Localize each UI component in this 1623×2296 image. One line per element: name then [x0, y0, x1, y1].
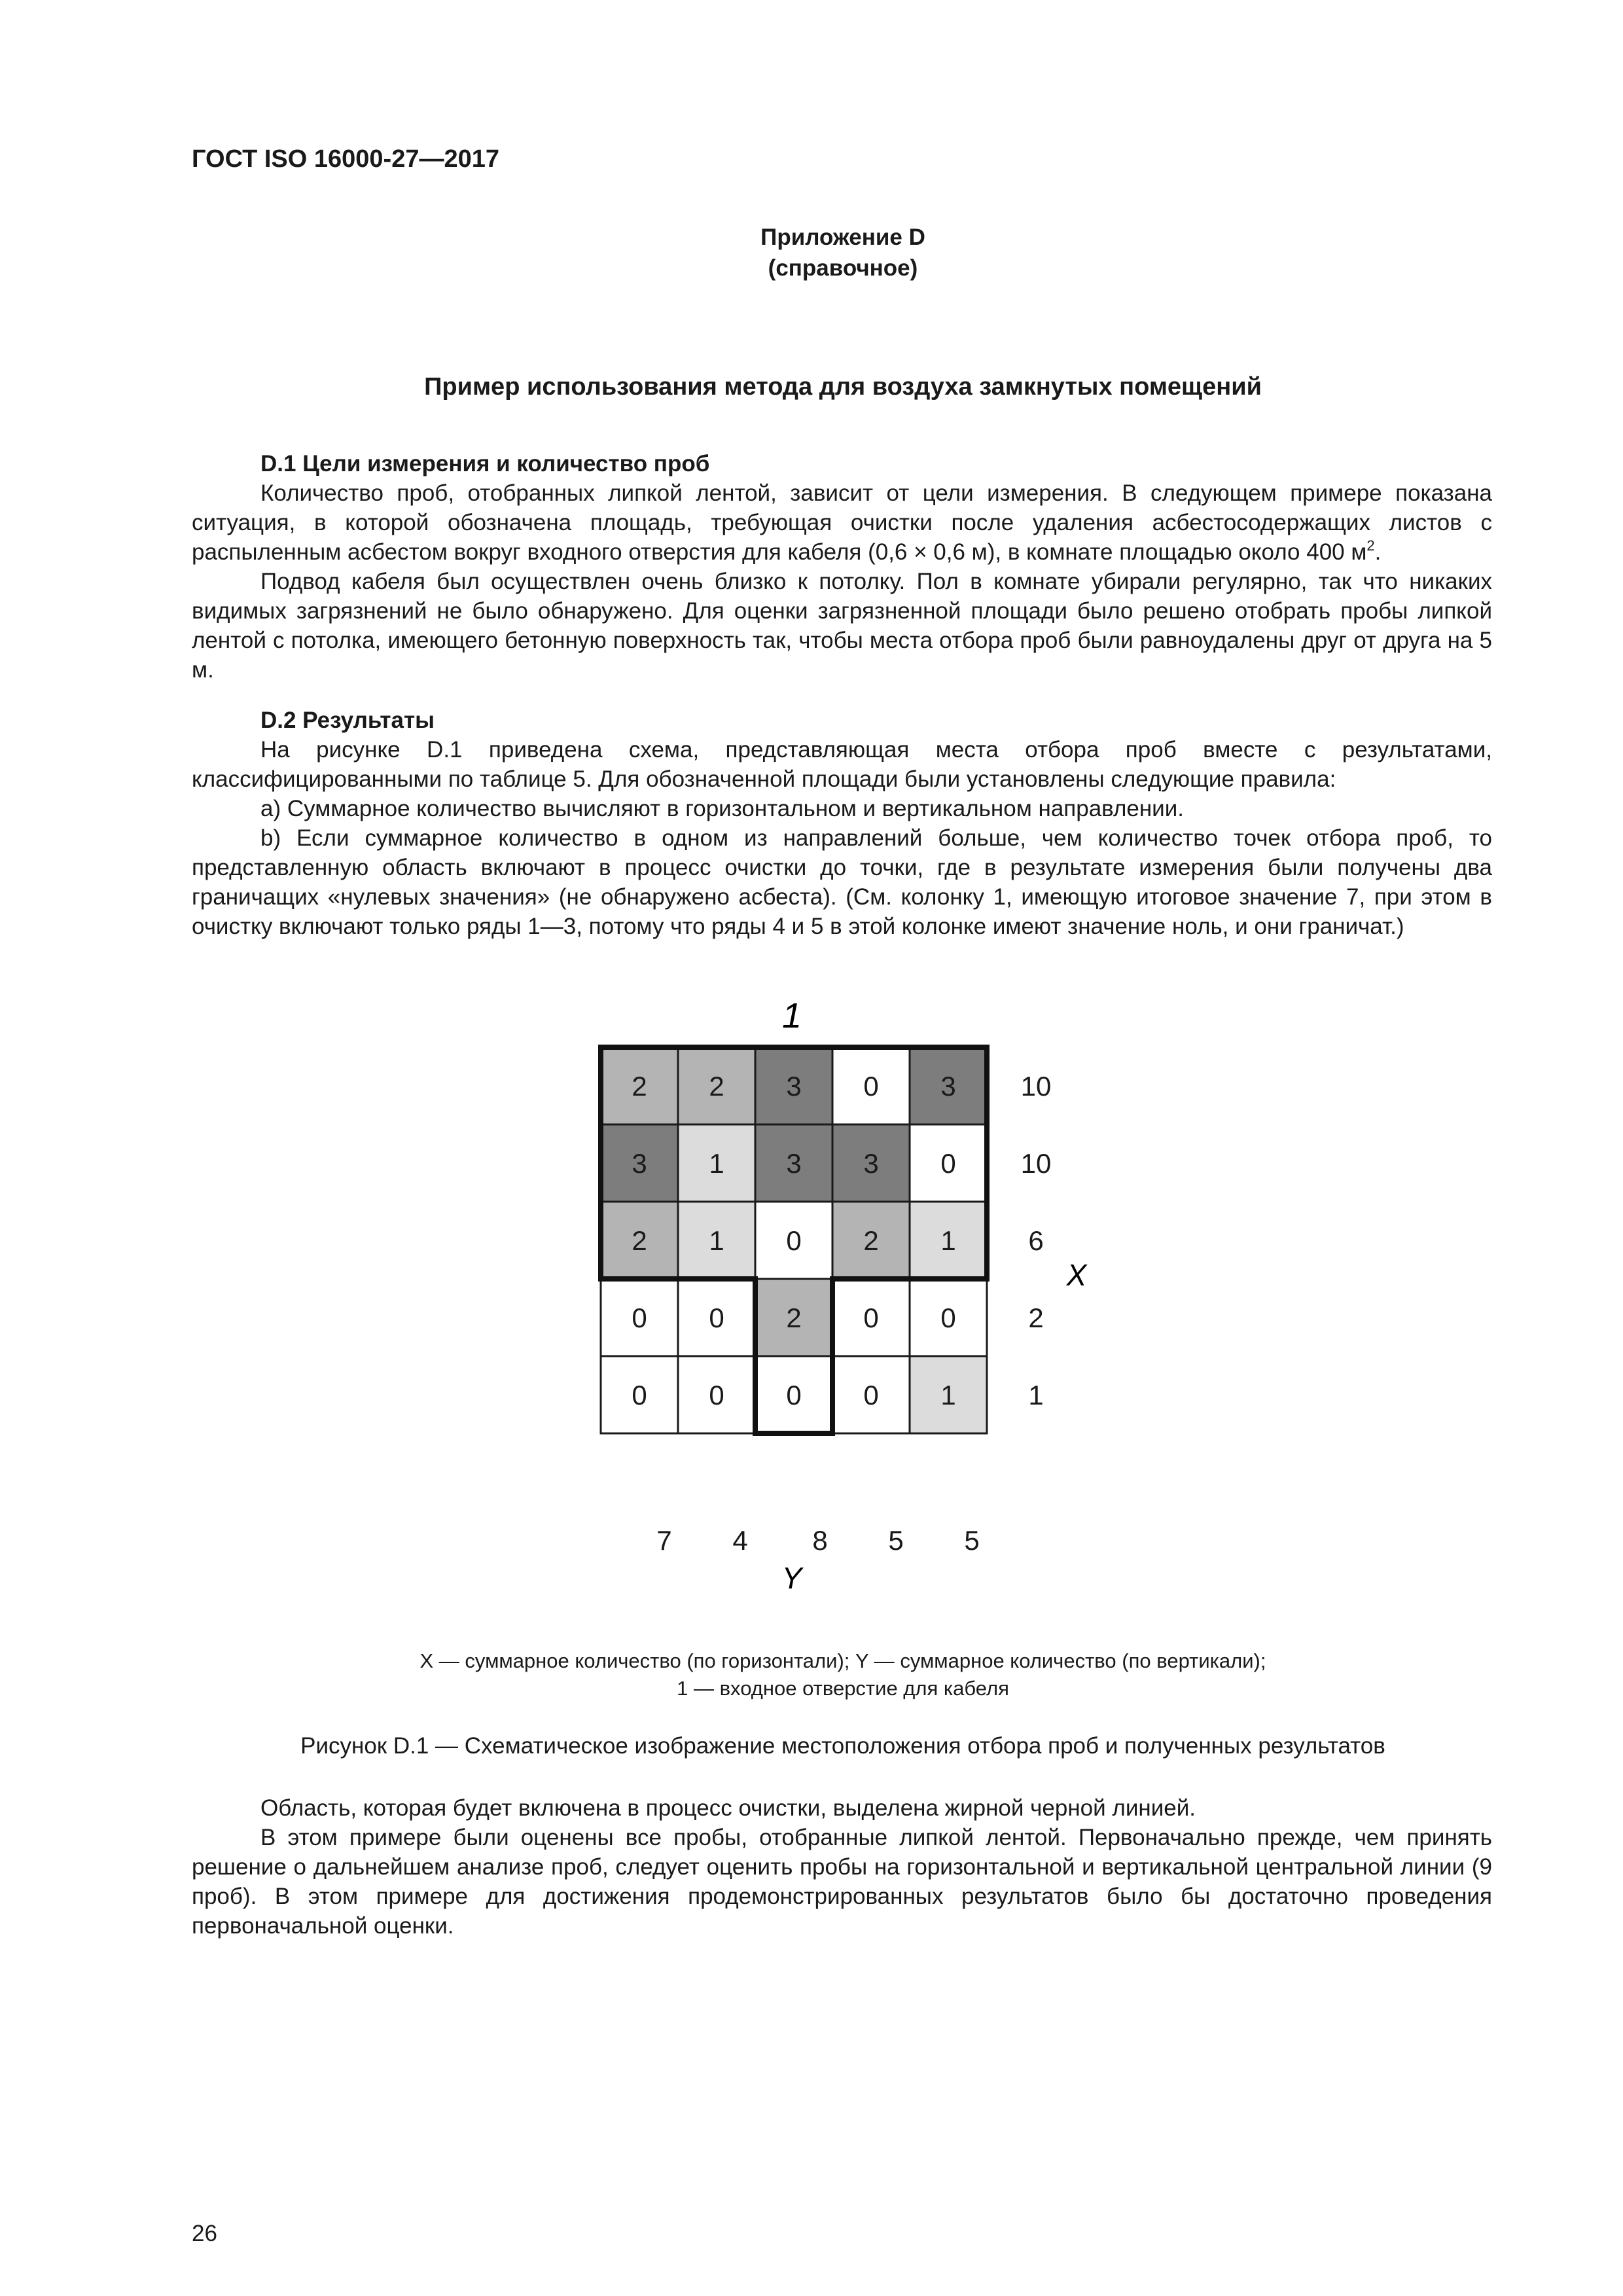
- closing-section: [192, 1793, 1492, 1941]
- figure-legend-line-2: 1 — входное отверстие для кабеля: [677, 1677, 1009, 1700]
- column-total: 5: [888, 1525, 904, 1556]
- grid-cell-value: 1: [940, 1225, 956, 1256]
- grid-cell-value: 0: [940, 1148, 956, 1179]
- row-total: 1: [1028, 1380, 1044, 1410]
- grid-cell-value: 0: [786, 1380, 802, 1410]
- grid-cell-value: 2: [709, 1071, 724, 1102]
- row-total: 6: [1028, 1225, 1044, 1256]
- grid-cell-value: 2: [632, 1225, 647, 1256]
- grid-cell-value: 0: [709, 1302, 724, 1333]
- section-d1-heading: D.1 Цели измерения и количество проб: [260, 451, 710, 476]
- grid-cell-value: 3: [786, 1071, 802, 1102]
- grid-cell-value: 0: [632, 1380, 647, 1410]
- section-d1-paragraph-2: Подвод кабеля был осуществлен очень близко к потолку. Пол в комнате убирали регулярно, так что никаких видимых загрязнений не было обнаружено. Для оценки загрязненной площади было решено отобрать пробы липкой лентой с потолка, имеющего бетонную поверхность так, чтобы места отбора проб были равноудалены друг от друга на 5 м.: [192, 569, 1492, 683]
- section-d1-paragraph-1: Количество проб, отобранных липкой лентой, зависит от цели измерения. В следующем примере показана ситуация, в которой обозначена площадь, требующая очистки после удаления асбестосодержащих листов с распыленным асбестом вокруг входного отверстия для кабеля (0,6 × 0,6 м), в комнате площадью около 400 $м^2$.: [192, 480, 1492, 565]
- row-total: 10: [1020, 1071, 1052, 1102]
- sampling-grid-figure: [0, 975, 1623, 1617]
- grid-cell-value: 3: [940, 1071, 956, 1102]
- closing-paragraph-2: В этом примере были оценены все пробы, отобранные липкой лентой. Первоначально прежде, чем принять решение о дальнейшем анализе проб, следует оценить пробы на горизонтальной и вертикальной центральной линии (9 проб). В этом примере для достижения продемонстрированных результатов было бы достаточно проведения первоначальной оценки.: [192, 1825, 1492, 1939]
- grid-cell-value: 0: [863, 1302, 879, 1333]
- row-total: 10: [1020, 1148, 1052, 1179]
- grid-cell-value: 3: [786, 1148, 802, 1179]
- grid-cell-value: 1: [709, 1148, 724, 1179]
- rule-a: a) Суммарное количество вычисляют в горизонтальном и вертикальном направлении.: [260, 796, 1185, 821]
- cable-inlet-label: 1: [781, 996, 802, 1035]
- annex-subtitle: (справочное): [768, 255, 918, 281]
- annex-title: Приложение D: [760, 224, 925, 250]
- grid-cell-value: 1: [940, 1380, 956, 1410]
- main-heading: Пример использования метода для воздуха замкнутых помещений: [424, 373, 1262, 401]
- grid-cell-value: 0: [709, 1380, 724, 1410]
- grid-cell-value: 0: [632, 1302, 647, 1333]
- superscript: 2: [1366, 537, 1375, 554]
- grid-cell-value: 3: [863, 1148, 879, 1179]
- grid-cell-value: 2: [632, 1071, 647, 1102]
- grid-cell-value: 2: [863, 1225, 879, 1256]
- x-axis-label: X: [1066, 1258, 1087, 1292]
- grid-cell-value: 0: [863, 1380, 879, 1410]
- section-d2-heading: D.2 Результаты: [260, 708, 435, 733]
- grid-cell-value: 1: [709, 1225, 724, 1256]
- figure-legend-line-1: X — суммарное количество (по горизонтали); Y — суммарное количество (по вертикали);: [419, 1649, 1266, 1672]
- grid-cell-value: 2: [786, 1302, 802, 1333]
- document-code: ГОСТ ISO 16000-27—2017: [192, 145, 500, 173]
- grid-cell-value: 3: [632, 1148, 647, 1179]
- column-total: 4: [732, 1525, 748, 1556]
- grid-cell-value: 0: [786, 1225, 802, 1256]
- grid-cell-value: 0: [863, 1071, 879, 1102]
- column-total: 8: [812, 1525, 828, 1556]
- section-d1: [192, 449, 1492, 685]
- row-total: 2: [1028, 1302, 1044, 1333]
- column-total: 5: [964, 1525, 980, 1556]
- closing-paragraph-1: Область, которая будет включена в процесс очистки, выделена жирной черной линией.: [260, 1795, 1196, 1821]
- rule-b: b) Если суммарное количество в одном из направлений больше, чем количество точек отбора проб, то представленную область включают в процесс очистки до точки, где в результате измерения были получены два граничащих «нулевых значения» (не обнаружено асбеста). (См. колонку 1, имеющую итоговое значение 7, при этом в очистку включают только ряды 1—3, потому что ряды 4 и 5 в этой колонке имеют значение ноль, и они граничат.): [192, 825, 1492, 939]
- column-total: 7: [656, 1525, 672, 1556]
- y-axis-label: Y: [781, 1561, 802, 1595]
- section-d2: [192, 706, 1492, 941]
- grid-cell-value: 0: [940, 1302, 956, 1333]
- figure-caption: Рисунок D.1 — Схематическое изображение местоположения отбора проб и полученных результатов: [300, 1733, 1385, 1759]
- page-number: 26: [192, 2221, 217, 2246]
- section-d2-paragraph-1: На рисунке D.1 приведена схема, представляющая места отбора проб вместе с результатами, классифицированными по таблице 5. Для обозначенной площади были установлены следующие правила:: [192, 737, 1492, 792]
